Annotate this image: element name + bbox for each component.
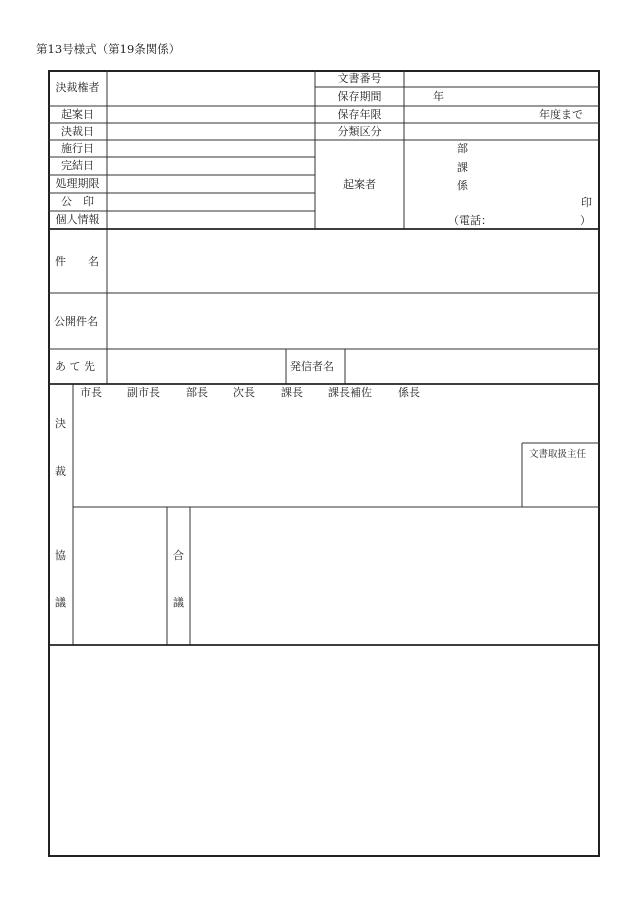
retention-limit-unit: 年度まで bbox=[539, 108, 583, 121]
phone-label: （電話： bbox=[448, 214, 492, 227]
kyogi-label-1: 協 bbox=[55, 549, 66, 562]
role-deputy-mayor: 副市長 bbox=[127, 386, 160, 399]
doc-officer-label: 文書取扱主任 bbox=[529, 449, 587, 460]
approval-label-1: 決 bbox=[55, 417, 66, 430]
role-assistant-chief: 課長補佐 bbox=[328, 386, 372, 399]
role-subsection-chief: 係長 bbox=[398, 386, 420, 399]
approval-label-2: 裁 bbox=[55, 465, 66, 478]
draft-date-label: 起案日 bbox=[61, 108, 94, 121]
authority-label: 決裁権者 bbox=[55, 81, 100, 94]
decision-date-label: 決裁日 bbox=[61, 125, 94, 138]
aigi-label-1: 合 bbox=[173, 549, 184, 562]
doc-number-label: 文書番号 bbox=[337, 72, 382, 85]
role-mayor: 市長 bbox=[80, 386, 102, 399]
retention-period-label: 保存期間 bbox=[337, 90, 382, 103]
section-label: 課 bbox=[457, 161, 468, 174]
aigi-label-2: 議 bbox=[173, 596, 184, 609]
role-director: 部長 bbox=[186, 386, 208, 399]
role-deputy-director: 次長 bbox=[233, 386, 255, 399]
deadline-label: 処理期限 bbox=[55, 177, 100, 190]
dept-label: 部 bbox=[457, 142, 468, 155]
personal-info-label: 個人情報 bbox=[55, 213, 100, 226]
kyogi-label-2: 議 bbox=[55, 596, 66, 609]
complete-date-label: 完結日 bbox=[61, 159, 94, 172]
form-title: 第13号様式（第19条関係） bbox=[36, 42, 181, 56]
recipient-label: あ て 先 bbox=[55, 360, 95, 373]
public-item-name-label: 公開件名 bbox=[54, 315, 98, 328]
remarks-area bbox=[49, 646, 599, 855]
phone-close: ） bbox=[580, 214, 591, 227]
subsection-label: 係 bbox=[457, 179, 468, 192]
classification-label: 分類区分 bbox=[337, 125, 382, 138]
role-section-chief: 課長 bbox=[281, 386, 303, 399]
official-seal-label: 公 印 bbox=[61, 195, 94, 208]
retention-period-unit: 年 bbox=[433, 90, 444, 103]
item-name-label: 件 名 bbox=[55, 255, 99, 268]
drafter-label: 起案者 bbox=[343, 178, 376, 191]
retention-limit-label: 保存年限 bbox=[337, 108, 382, 121]
enforce-date-label: 施行日 bbox=[61, 142, 94, 155]
seal-label: 印 bbox=[581, 196, 592, 209]
sender-label: 発信者名 bbox=[290, 360, 334, 373]
